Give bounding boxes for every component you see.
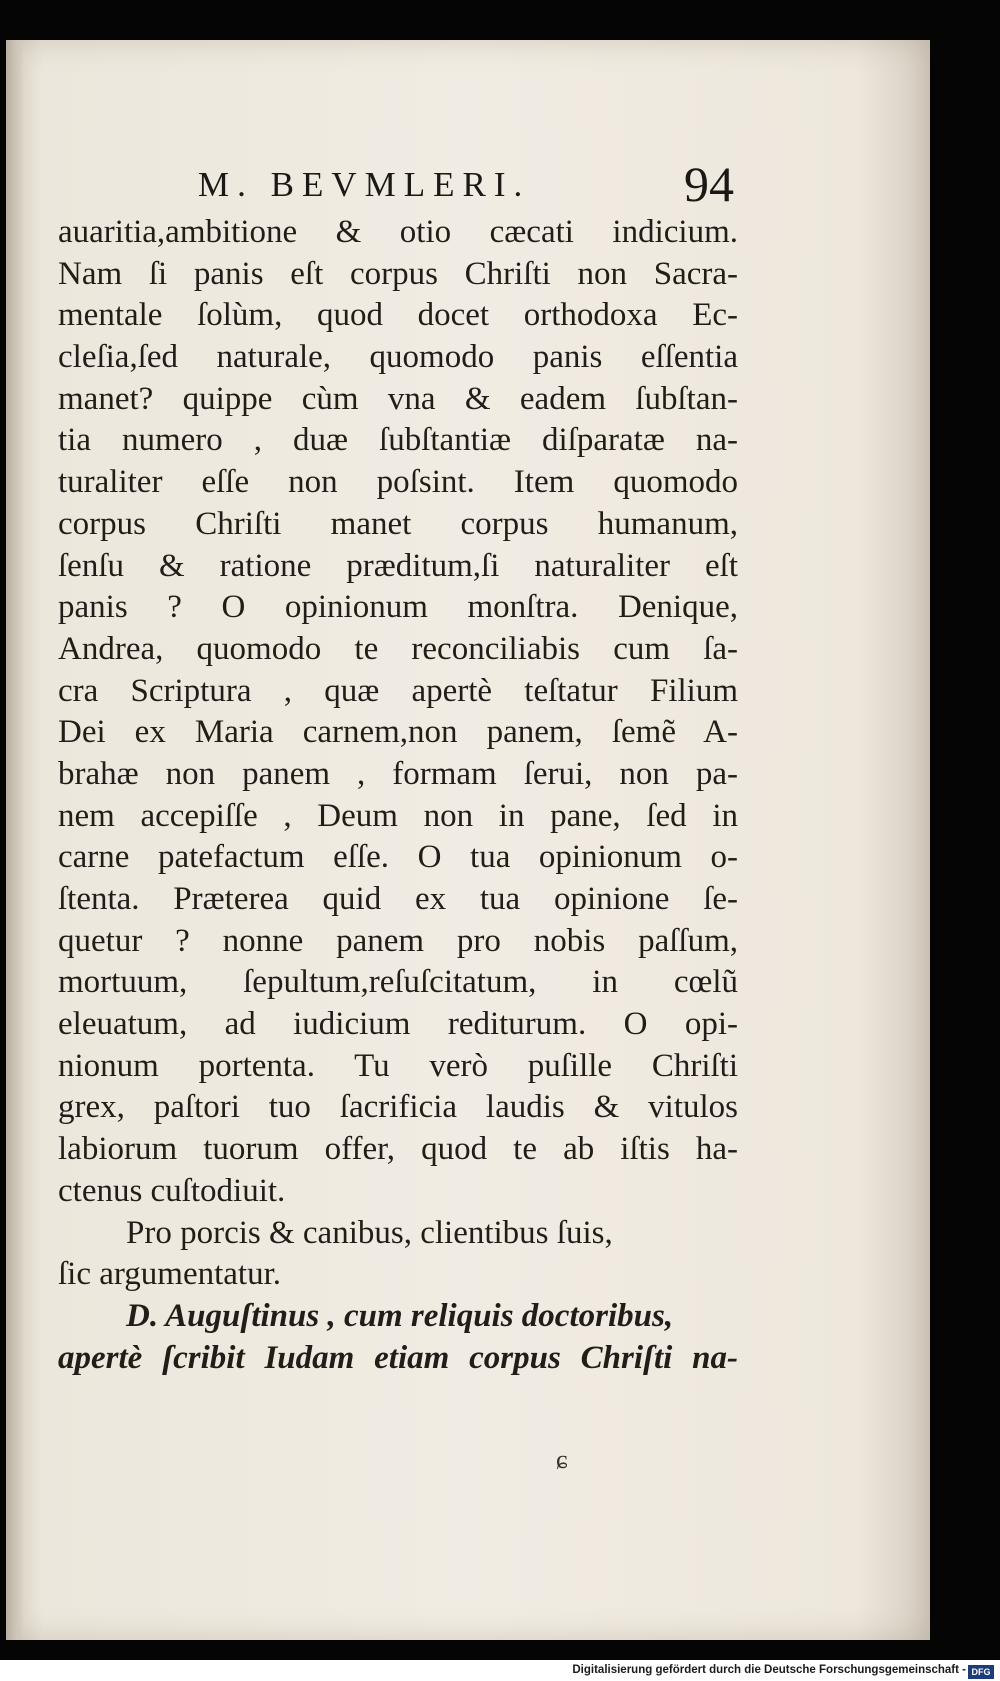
text-line: cra Scriptura , quæ apertè teſtatur Filium — [58, 672, 738, 709]
running-head: M. BEVMLERI. — [198, 165, 531, 204]
text-line: eleuatum, ad iudicium rediturum. O opi- — [58, 1006, 738, 1043]
dfg-logo-icon: DFG — [968, 1665, 994, 1679]
text-line: cleſia,ſed naturale, quomodo panis eſſentia — [58, 339, 738, 376]
text-line: brahæ non panem , formam ſerui, non pa- — [58, 755, 738, 792]
text-line: panis ? O opinionum monſtra. Denique, — [58, 589, 738, 626]
text-line: quetur ? nonne panem pro nobis paſſum, — [58, 922, 738, 959]
text-line: Dei ex Maria carnem,non panem, ſemẽ A- — [58, 714, 738, 751]
text-line: ctenus cuſtodiuit. — [58, 1172, 286, 1209]
text-line: mortuum, ſepultum,reſuſcitatum, in cœlũ — [58, 964, 738, 1001]
page-gutter-edge — [6, 40, 24, 1640]
digitization-footer — [0, 1663, 1000, 1681]
text-line: manet? quippe cùm vna & eadem ſubſtan- — [58, 380, 738, 417]
body-text — [58, 212, 738, 1379]
text-line: grex, paſtori tuo ſacrificia laudis & vitulos — [58, 1089, 738, 1126]
italic-text-line: apertè ſcribit Iudam etiam corpus Chriſti na- — [58, 1339, 738, 1376]
text-line: ſic argumentatur. — [58, 1256, 281, 1293]
text-line: Andrea, quomodo te reconciliabis cum ſa- — [58, 630, 738, 667]
text-line: mentale ſolùm, quod docet orthodoxa Ec- — [58, 297, 738, 334]
text-line: carne patefactum eſſe. O tua opinionum o- — [58, 839, 738, 876]
text-line: Nam ſi panis eſt corpus Chriſti non Sacra- — [58, 255, 738, 292]
text-line: nem accepiſſe , Deum non in pane, ſed in — [58, 797, 738, 834]
text-line: corpus Chriſti manet corpus humanum, — [58, 505, 738, 542]
text-line: auaritia,ambitione & otio cæcati indicium. — [58, 214, 738, 250]
text-line: nionum portenta. Tu verò puſille Chriſti — [58, 1047, 738, 1084]
text-line: turaliter eſſe non poſsint. Item quomodo — [58, 464, 738, 501]
text-line: Pro porcis & canibus, clientibus ſuis, — [126, 1214, 613, 1251]
footer-credit: Digitalisierung gefördert durch die Deutsche Forschungsgemeinschaft - — [572, 1664, 966, 1676]
page-number: 94 — [684, 156, 734, 212]
text-line: ſenſu & ratione præditum,ſi naturaliter eſt — [58, 547, 738, 584]
text-line: labiorum tuorum offer, quod te ab iſtis ha- — [58, 1131, 738, 1168]
text-line: tia numero , duæ ſubſtantiæ diſparatæ na- — [58, 422, 738, 459]
text-line: ſtenta. Præterea quid ex tua opinione ſe- — [58, 881, 738, 917]
italic-text-line: D. Auguſtinus , cum reliquis doctoribus, — [126, 1297, 674, 1334]
signature-mark: ɕ — [556, 1445, 568, 1474]
